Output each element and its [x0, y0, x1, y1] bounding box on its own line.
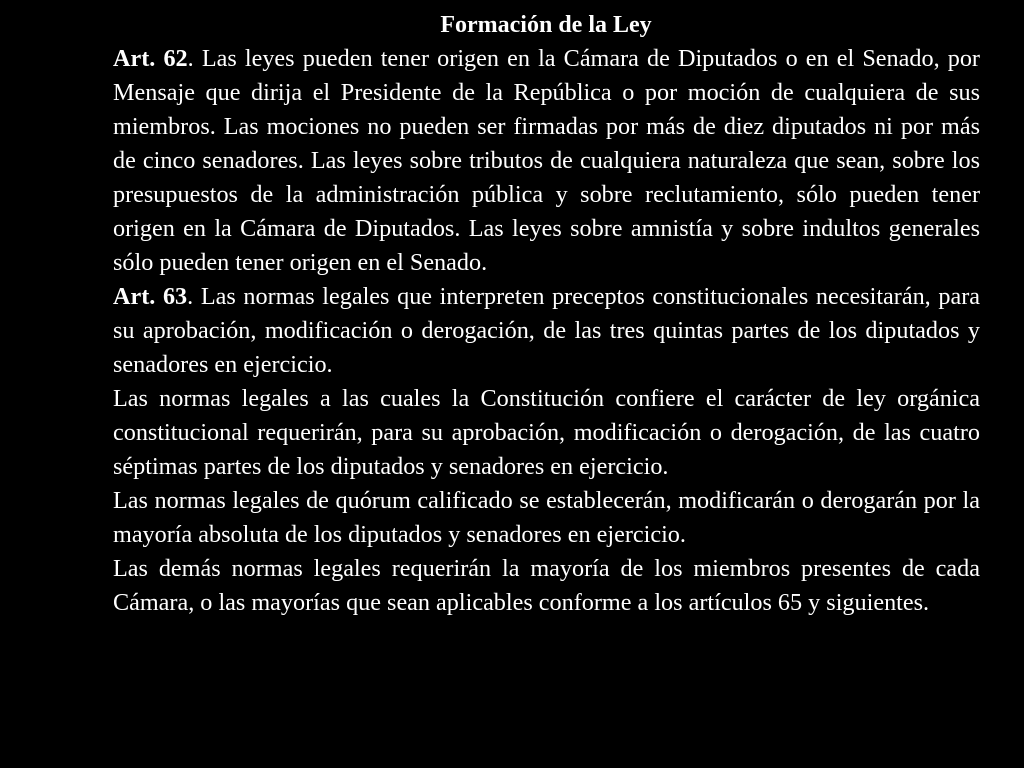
organic-law-paragraph: Las normas legales a las cuales la Constitución confiere el carácter de ley orgánica constitucional requerirán, para su aprobación, modificación o derogación, de las cuatro séptimas partes de los diputados y senadores en ejercicio. [113, 385, 980, 480]
qualified-quorum-paragraph: Las normas legales de quórum calificado se establecerán, modificarán o derogarán por la mayoría absoluta de los diputados y senadores en ejercicio. [113, 487, 980, 548]
article-63-label: Art. 63 [113, 283, 188, 310]
article-63-paragraph [113, 280, 980, 382]
slide-title: Formación de la Ley [440, 12, 652, 38]
article-62-text: . Las leyes pueden tener origen en la Cámara de Diputados o en el Senado, por Mensaje que dirija el Presidente de la República o por moción de cualquiera de sus miembros. Las mociones no pueden ser firmadas por más de diez diputados ni por más de cinco senadores. Las leyes sobre tributos de cualquiera naturaleza que sean, sobre los presupuestos de la administración pública y sobre reclutamiento, sólo pueden tener origen en la Cámara de Diputados. Las leyes sobre amnistía y sobre indultos generales sólo pueden tener origen en el Senado. [113, 45, 980, 276]
other-norms-paragraph: Las demás normas legales requerirán la mayoría de los miembros presentes de cada Cámara, o las mayorías que sean aplicables conforme a los artículos 65 y siguientes. [113, 555, 980, 616]
article-63-text: . Las normas legales que interpreten preceptos constitucionales necesitarán, para su aprobación, modificación o derogación, de las tres quintas partes de los diputados y senadores en ejercicio. [113, 283, 980, 378]
slide-body [113, 42, 980, 620]
article-62-label: Art. 62 [113, 45, 188, 72]
article-62-paragraph [113, 42, 980, 280]
